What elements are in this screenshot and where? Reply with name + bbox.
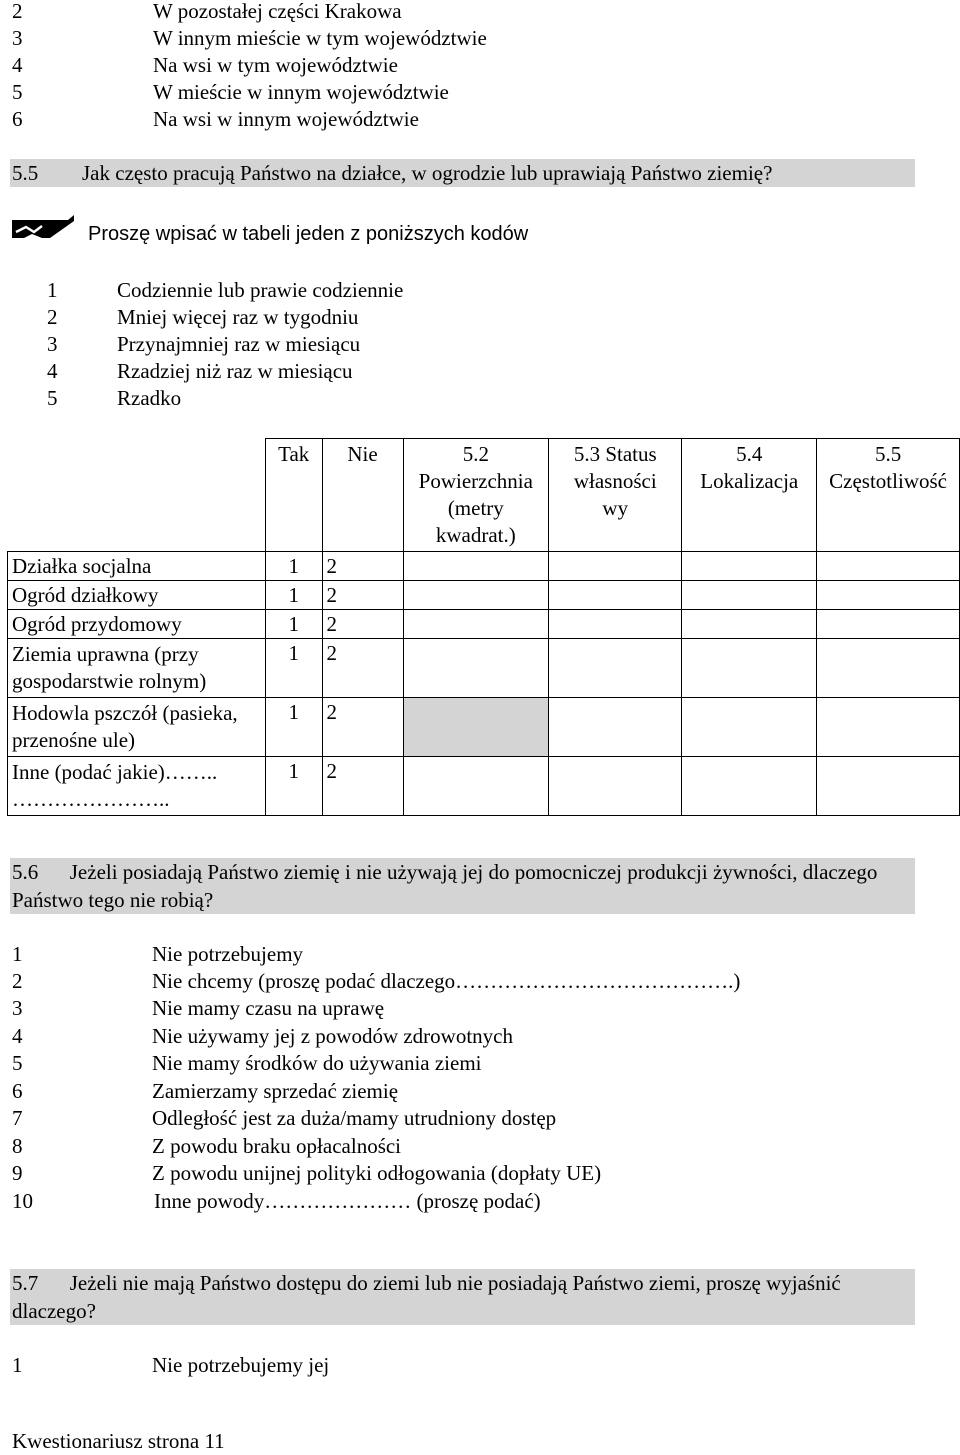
item-label: Zamierzamy sprzedać ziemię [152, 1079, 399, 1103]
frequency-input-cell[interactable] [817, 610, 960, 639]
list-item [12, 1105, 557, 1132]
row-label-text: Działka socjalna [12, 554, 152, 578]
area-input-cell[interactable] [403, 610, 549, 639]
tak-code: 1 [288, 759, 299, 783]
item-code: 2 [47, 305, 58, 329]
item-code: 3 [47, 332, 58, 356]
tak-code: 1 [288, 554, 299, 578]
nie-code: 2 [326, 641, 338, 665]
list-item [12, 25, 487, 52]
item-code: 1 [47, 278, 58, 302]
question-text: Jeżeli nie mają Państwo dostępu do ziemi lub nie posiadają Państwo ziemi, proszę wyjaśnić dlaczego? [12, 1271, 841, 1323]
question-text: Jak często pracują Państwo na działce, w ogrodzie lub uprawiają Państwo ziemię? [82, 161, 773, 185]
question-text: Jeżeli posiadają Państwo ziemię i nie używają jej do pomocniczej produkcji żywności, dlaczego Państwo tego nie robią? [12, 860, 878, 912]
tak-code: 1 [288, 583, 299, 607]
tak-cell[interactable] [265, 581, 322, 610]
item-code: 5 [12, 1051, 23, 1075]
list-item [12, 995, 385, 1022]
row-label-text: Hodowla pszczół (pasieka, przenośne ule) [12, 701, 238, 752]
tak-cell[interactable] [265, 698, 322, 757]
question-5-5 [10, 159, 915, 187]
nie-code: 2 [326, 583, 338, 607]
list-item [12, 968, 741, 995]
header-5-5 [817, 439, 960, 552]
item-label: Inne powody………………… (proszę podać) [154, 1189, 541, 1213]
frequency-input-cell[interactable] [817, 581, 960, 610]
header-tak [265, 439, 322, 552]
tak-cell[interactable] [265, 610, 322, 639]
item-label: W pozostałej części Krakowa [153, 0, 402, 23]
list-item [12, 1352, 330, 1379]
item-code: 4 [12, 53, 23, 77]
question-text-row [12, 159, 773, 187]
table-row [8, 698, 960, 757]
nie-code: 2 [326, 700, 338, 724]
item-code: 9 [12, 1161, 23, 1185]
nie-code: 2 [326, 612, 338, 636]
row-label [8, 639, 266, 698]
area-input-cell[interactable] [403, 552, 549, 581]
item-code: 10 [12, 1189, 33, 1213]
item-label: Odległość jest za duża/mamy utrudniony dostęp [152, 1106, 557, 1130]
page-footer: Kwestionariusz strona 11 [12, 1429, 225, 1453]
area-input-cell-disabled [403, 698, 549, 757]
item-code: 3 [12, 996, 23, 1020]
list-item [12, 1023, 513, 1050]
list-item [12, 106, 419, 133]
row-label [8, 698, 266, 757]
header-empty-cell [8, 439, 266, 552]
list-item [12, 1050, 482, 1077]
nie-cell[interactable] [322, 757, 403, 816]
location-input-cell[interactable] [682, 610, 817, 639]
list-item [12, 0, 402, 25]
list-item [12, 1160, 602, 1187]
frequency-input-cell[interactable] [817, 639, 960, 698]
list-item [12, 79, 449, 106]
tak-code: 1 [288, 641, 299, 665]
frequency-input-cell[interactable] [817, 757, 960, 816]
row-label [8, 757, 266, 816]
table-row [8, 610, 960, 639]
item-code: 6 [12, 1079, 23, 1103]
item-code: 6 [12, 107, 23, 131]
nie-cell[interactable] [322, 698, 403, 757]
instruction-text: Proszę wpisać w tabeli jeden z poniższych kodów [88, 223, 529, 245]
location-input-cell[interactable] [682, 757, 817, 816]
location-input-cell[interactable] [682, 698, 817, 757]
question-number: 5.5 [12, 161, 39, 185]
item-label: Na wsi w tym województwie [153, 53, 398, 77]
location-input-cell[interactable] [682, 639, 817, 698]
header-5-4 [682, 439, 817, 552]
row-label-text: Inne (podać jakie)…….. ………………….. [12, 760, 218, 811]
item-label: Nie potrzebujemy [152, 942, 304, 966]
status-input-cell[interactable] [549, 698, 682, 757]
item-code: 5 [12, 80, 23, 104]
area-input-cell[interactable] [403, 639, 549, 698]
item-code: 2 [12, 969, 23, 993]
table-row [8, 757, 960, 816]
status-input-cell[interactable] [549, 581, 682, 610]
status-input-cell[interactable] [549, 639, 682, 698]
item-code: 3 [12, 26, 23, 50]
question-5-7 [10, 1269, 915, 1325]
item-label: Nie mamy czasu na uprawę [152, 996, 385, 1020]
list-item [47, 331, 361, 358]
question-text-row [12, 1269, 912, 1325]
status-input-cell[interactable] [549, 552, 682, 581]
item-label: Nie używamy jej z powodów zdrowotnych [152, 1024, 513, 1048]
row-label [8, 610, 266, 639]
location-input-cell[interactable] [682, 552, 817, 581]
frequency-input-cell[interactable] [817, 698, 960, 757]
item-label: W innym mieście w tym województwie [153, 26, 487, 50]
item-label: Z powodu braku opłacalności [152, 1134, 402, 1158]
table-row [8, 552, 960, 581]
question-number: 5.6 [12, 860, 39, 884]
nie-code: 2 [326, 759, 338, 783]
nie-cell[interactable] [322, 581, 403, 610]
item-label: Przynajmniej raz w miesiącu [117, 332, 361, 356]
item-code: 4 [47, 359, 58, 383]
table-row [8, 581, 960, 610]
item-code: 8 [12, 1134, 23, 1158]
nie-cell[interactable] [322, 610, 403, 639]
header-nie [322, 439, 403, 552]
item-label: Na wsi w innym województwie [153, 107, 419, 131]
land-table [7, 438, 960, 816]
item-code: 2 [12, 0, 23, 23]
header-5-3 [549, 439, 682, 552]
header-5-5-label: 5.5 Częstotliwość [829, 442, 947, 493]
status-input-cell[interactable] [549, 610, 682, 639]
question-number: 5.7 [12, 1271, 39, 1295]
item-code: 4 [12, 1024, 23, 1048]
list-item [47, 304, 359, 331]
list-item [12, 1133, 402, 1160]
area-input-cell[interactable] [403, 757, 549, 816]
tak-code: 1 [288, 612, 299, 636]
header-nie-label: Nie [347, 442, 378, 466]
tak-cell[interactable] [265, 757, 322, 816]
list-item [47, 358, 353, 385]
list-item [12, 52, 398, 79]
area-input-cell[interactable] [403, 581, 549, 610]
list-item [47, 385, 182, 412]
table-header-row [8, 439, 960, 552]
nie-cell[interactable] [322, 552, 403, 581]
header-tak-label: Tak [278, 442, 310, 466]
item-label: Rzadko [117, 386, 182, 410]
row-label-text: Ziemia uprawna (przy gospodarstwie rolnym) [12, 642, 207, 693]
nie-cell[interactable] [322, 639, 403, 698]
item-code: 5 [47, 386, 58, 410]
item-code: 1 [12, 1353, 23, 1377]
header-5-3-label: 5.3 Status własności wy [573, 442, 657, 520]
row-label-text: Ogród przydomowy [12, 612, 182, 636]
status-input-cell[interactable] [549, 757, 682, 816]
item-label: Mniej więcej raz w tygodniu [117, 305, 359, 329]
list-item [12, 1188, 541, 1215]
item-label: Nie mamy środków do używania ziemi [152, 1051, 482, 1075]
row-label [8, 581, 266, 610]
item-label: Nie chcemy (proszę podać dlaczego………………………………….) [152, 969, 741, 993]
item-code: 7 [12, 1106, 23, 1130]
pen-icon [12, 214, 74, 244]
tak-cell[interactable] [265, 552, 322, 581]
table-row [8, 639, 960, 698]
question-text-row [12, 858, 912, 914]
item-label: Rzadziej niż raz w miesiącu [117, 359, 353, 383]
header-5-2 [403, 439, 549, 552]
list-item [47, 277, 404, 304]
list-item [12, 1078, 399, 1105]
item-label: Codziennie lub prawie codziennie [117, 278, 404, 302]
header-5-2-label: 5.2 Powierzchnia (metry kwadrat.) [418, 442, 533, 547]
location-input-cell[interactable] [682, 581, 817, 610]
item-label: Z powodu unijnej polityki odłogowania (dopłaty UE) [152, 1161, 602, 1185]
tak-cell[interactable] [265, 639, 322, 698]
header-5-4-label: 5.4 Lokalizacja [700, 442, 799, 493]
question-5-6 [10, 858, 915, 914]
list-item [12, 941, 304, 968]
row-label-text: Ogród działkowy [12, 583, 159, 607]
tak-code: 1 [288, 700, 299, 724]
row-label [8, 552, 266, 581]
frequency-input-cell[interactable] [817, 552, 960, 581]
item-code: 1 [12, 942, 23, 966]
item-label: W mieście w innym województwie [153, 80, 449, 104]
nie-code: 2 [326, 554, 338, 578]
item-label: Nie potrzebujemy jej [152, 1353, 330, 1377]
